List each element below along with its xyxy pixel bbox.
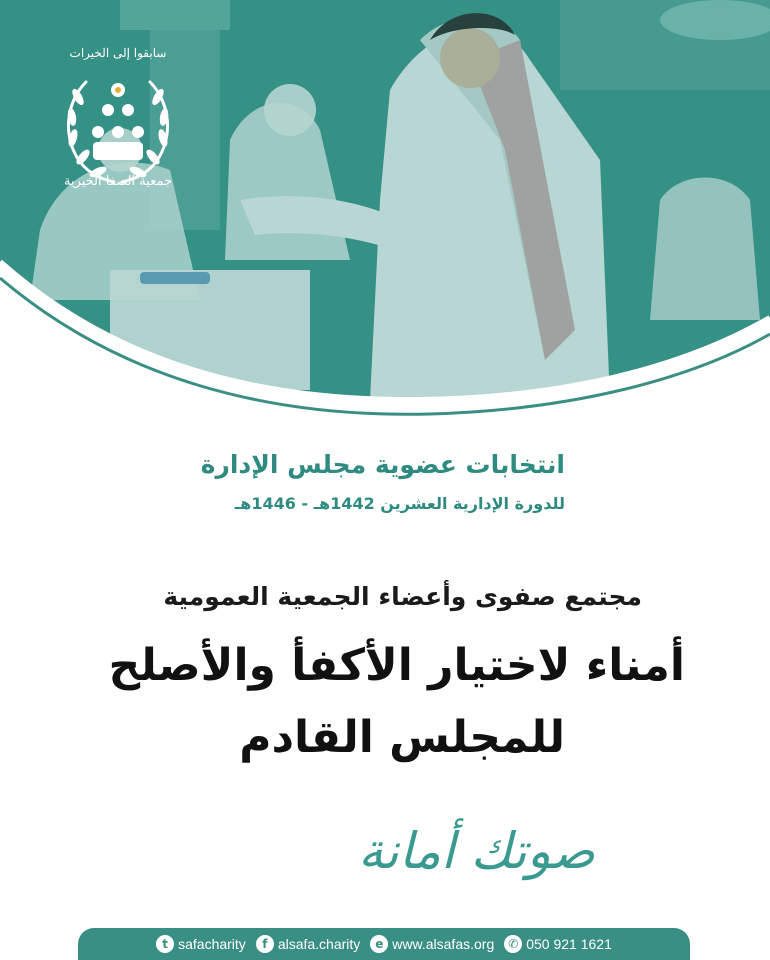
logo-motto: سابقوا إلى الخيرات <box>69 46 167 60</box>
whatsapp-contact[interactable] <box>504 935 612 953</box>
facebook-icon: f <box>256 935 274 953</box>
facebook-handle: alsafa.charity <box>277 936 361 952</box>
whatsapp-number: 050 921 1621 <box>526 936 612 952</box>
message-line-3: للمجلس القادم <box>239 712 565 763</box>
website-url: www.alsafas.org <box>392 936 495 952</box>
web-icon: e <box>370 935 388 953</box>
logo-name: جمعية الصفا الخيرية <box>63 174 172 189</box>
message-line-2: أمناء لاختيار الأكفأ والأصلح <box>108 640 685 691</box>
twitter-handle: safacharity <box>178 936 246 952</box>
hero-photo <box>0 0 770 430</box>
election-term: للدورة الإدارية العشرين 1442هـ - 1446هـ <box>234 494 565 513</box>
contact-bar <box>78 928 690 960</box>
slogan: صوتك أمانة <box>358 822 595 880</box>
twitter-contact[interactable] <box>156 935 246 953</box>
message-line-1: مجتمع صفوى وأعضاء الجمعية العمومية <box>163 582 642 611</box>
facebook-contact[interactable] <box>256 935 360 953</box>
website-contact[interactable] <box>370 935 494 953</box>
twitter-icon: t <box>156 935 174 953</box>
charity-logo <box>48 42 188 202</box>
whatsapp-icon: ✆ <box>504 935 522 953</box>
election-title: انتخابات عضوية مجلس الإدارة <box>200 450 565 479</box>
